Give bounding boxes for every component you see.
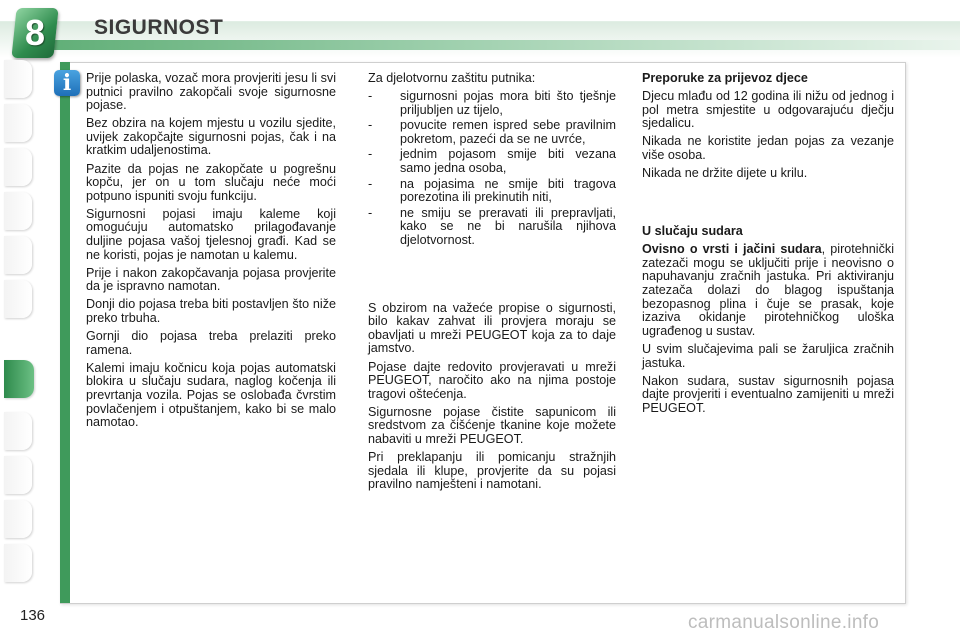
paragraph: Nakon sudara, sustav sigurnosnih pojasa dajte provjeriti i eventualno zamijeniti u mreži PEUGEOT. — [642, 373, 894, 415]
page-title: SIGURNOST — [94, 16, 224, 39]
safety-list — [368, 90, 616, 248]
chapter-tab-active[interactable] — [4, 360, 34, 398]
section-heading: Preporuke za prijevoz djece — [642, 71, 808, 85]
text-column-2 — [368, 72, 616, 496]
paragraph: Kalemi imaju kočnicu koja pojas automatski blokira u slučaju sudara, naglog kočenja ili prevrtanja vozila. Pojas se oslobađa čvrstim povlačenjem i otpuštanjem, kako bi se malo namotao. — [86, 360, 336, 430]
panel-accent-stripe — [60, 62, 70, 603]
page-number: 136 — [20, 607, 46, 624]
paragraph: Pojase dajte redovito provjeravati u mreži PEUGEOT, naročito ako na njima postoje tragovi oštećenja. — [368, 359, 616, 401]
lead-rest: , pirotehnički zatezači mogu se uključiti prije i neovisno o napuhavanju zračnih jastuka. Pri aktiviranju zatezača dolazi do blagog ispuštanja bezopasnog plina i čuje se prasak, koje izaziva okidanje pirotehničkog uloška ugrađenog u sustav. — [642, 242, 894, 338]
list-item: - ne smiju se preravati ili prepravljati, kako se ne bi narušila njihova djelotvornost. — [368, 205, 616, 248]
watermark: carmanualsonline.info — [688, 612, 880, 633]
paragraph: Pri preklapanju ili pomicanju stražnjih sjedala ili klupe, provjerite da su pojasi pravilno namješteni i namotani. — [368, 450, 616, 492]
header-accent-line — [40, 40, 960, 50]
chapter-tab[interactable] — [4, 412, 32, 450]
paragraph: Prije polaska, vozač mora provjeriti jesu li svi putnici pravilno zakopčali svoje sigurnosne pojase. — [86, 71, 336, 113]
chapter-tab[interactable] — [4, 236, 32, 274]
chapter-tab[interactable] — [4, 544, 32, 582]
paragraph: S obzirom na važeće propise o sigurnosti, bilo kakav zahvat ili provjera moraju se obavljati u mreži PEUGEOT koja za to daje jamstvo. — [368, 300, 616, 356]
paragraph: Pazite da pojas ne zakopčate u pogrešnu kopču, jer on u tom slučaju neće moći potpuno ispuniti svoju funkciju. — [86, 161, 336, 203]
section-heading: U slučaju sudara — [642, 224, 743, 239]
chapter-tab[interactable] — [4, 60, 32, 98]
list-intro: Za djelotvornu zaštitu putnika: — [368, 71, 536, 85]
paragraph: U svim slučajevima pali se žaruljica zračnih jastuka. — [642, 341, 894, 370]
chapter-tabs — [4, 60, 32, 580]
list-item: - na pojasima ne smije biti tragova porezotina ili prekinutih niti, — [368, 176, 616, 205]
paragraph: Donji dio pojasa treba biti postavljen što niže preko trbuha. — [86, 297, 336, 325]
text-column-1 — [86, 72, 336, 434]
lead-bold: Ovisno o vrsti i jačini sudara — [642, 242, 822, 257]
info-icon: i — [54, 70, 80, 96]
chapter-tab[interactable] — [4, 500, 32, 538]
paragraph: Sigurnosne pojase čistite sapunicom ili sredstvom za čišćenje tkanine koje možete nabaviti u mreži PEUGEOT. — [368, 404, 616, 446]
chapter-tab[interactable] — [4, 192, 32, 230]
chapter-tab[interactable] — [4, 456, 32, 494]
paragraph: Gornji dio pojasa treba prelaziti preko ramena. — [86, 329, 336, 357]
list-item: - jednim pojasom smije biti vezana samo jedna osoba, — [368, 147, 616, 176]
chapter-number: 8 — [24, 12, 46, 53]
paragraph: Nikada ne držite dijete u krilu. — [642, 166, 808, 181]
chapter-tab[interactable] — [4, 104, 32, 142]
spacer — [642, 185, 894, 213]
list-item: - sigurnosni pojas mora biti što tješnje priljubljen uz tijelo, — [368, 89, 616, 117]
paragraph — [642, 243, 894, 338]
paragraph: Djecu mlađu od 12 godina ili nižu od jednog i pol metra smjestite u odgovarajuću dječju sjedalicu. — [642, 89, 894, 131]
chapter-tab[interactable] — [4, 148, 32, 186]
spacer — [368, 252, 616, 302]
text-column-3 — [642, 72, 894, 420]
paragraph: Sigurnosni pojasi imaju kaleme koji omogućuju automatsko prilagođavanje duljine pojasa vašoj tjelesnoj građi. Kad se ne koristi, pojas je namotan u kalemu. — [86, 206, 336, 262]
chapter-tab[interactable] — [4, 280, 32, 318]
paragraph: Prije i nakon zakopčavanja pojasa provjerite da je ispravno namotan. — [86, 265, 336, 294]
paragraph: Nikada ne koristite jedan pojas za vezanje više osoba. — [642, 134, 894, 162]
list-item: - povucite remen ispred sebe pravilnim pokretom, pazeći da se ne uvrće, — [368, 118, 616, 146]
paragraph: Bez obzira na kojem mjestu u vozilu sjedite, uvijek zakopčajte sigurnosni pojas, čak i na kratkim udaljenostima. — [86, 116, 336, 158]
